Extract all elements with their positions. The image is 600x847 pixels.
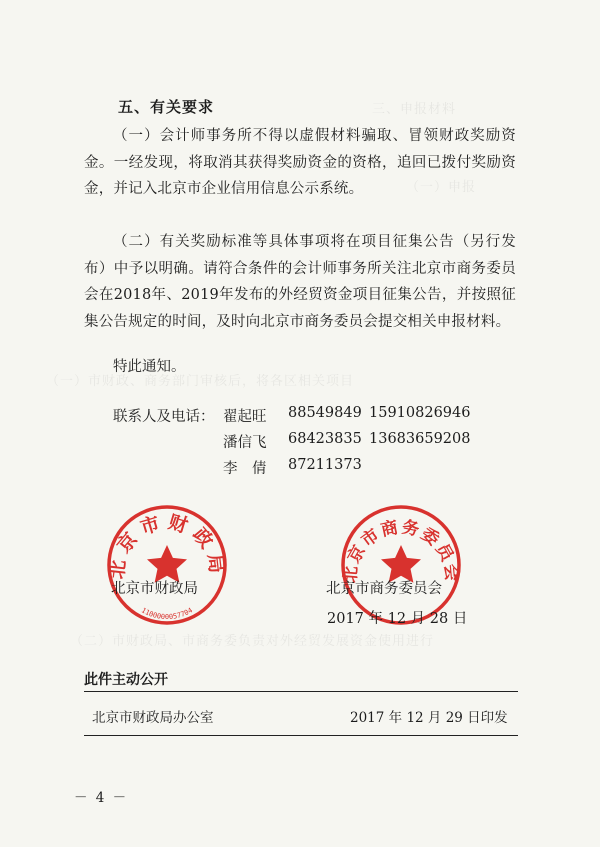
finance-bureau-seal [102,500,232,630]
seal-number: 1100000057704 [139,606,195,622]
bleed-through-text: （一）市财政、商务部门审核后，将各区相关项目 [46,374,355,389]
print-date: 2017 年 12 月 29 日印发 [350,710,508,726]
contacts-label: 联系人及电话： [113,409,215,425]
issue-date: 2017 年 12 月 28 日 [327,611,468,627]
seal-text: 北京市商务委员会 [340,517,462,584]
signatory-finance-bureau: 北京市财政局 [111,581,198,597]
requirement-paragraph-2: （二）有关奖励标准等具体事项将在项目征集公告（另行发布）中予以明确。请符合条件的会计师事务所关注北京市商务委员会在2018年、2019年发布的外经贸资金项目征集公告，并按照征集公告规定的时间，及时向北京市商务委员会提交相关申报材料。 [84,234,516,330]
contact-name: 李 倩 [223,461,267,477]
section-heading: 五、有关要求 [118,98,215,116]
page-number: － 4 － [74,790,129,806]
bleed-through-text: 三、申报材料 [372,102,457,117]
contact-name: 翟起旺 [223,409,267,425]
issuing-office: 北京市财政局办公室 [92,710,214,726]
contact-phone: 68423835 [288,431,362,447]
bleed-through-text: （一）申报 [406,180,477,195]
seal-text: 北京市财政局 [105,510,229,581]
notice-line: 特此通知。 [113,359,186,375]
bleed-through-text: （二）市财政局、市商务委负责对外经贸发展资金使用进行 [70,634,435,649]
footer-rule-top [84,691,518,692]
contact-phone: 87211373 [288,457,362,473]
publicity-note: 此件主动公开 [84,672,168,688]
requirement-paragraph-1: （一）会计师事务所不得以虚假材料骗取、冒领财政奖励资金。一经发现，将取消其获得奖励资金的资格，追回已拨付奖励资金，并记入北京市企业信用信息公示系统。 [84,128,516,197]
contact-phone: 88549849 [288,405,362,421]
contact-mobile: 13683659208 [369,431,471,447]
signatory-commerce-commission: 北京市商务委员会 [326,581,442,597]
contact-mobile: 15910826946 [369,405,471,421]
footer-rule-bottom [84,735,518,736]
contact-name: 潘信飞 [223,435,267,451]
